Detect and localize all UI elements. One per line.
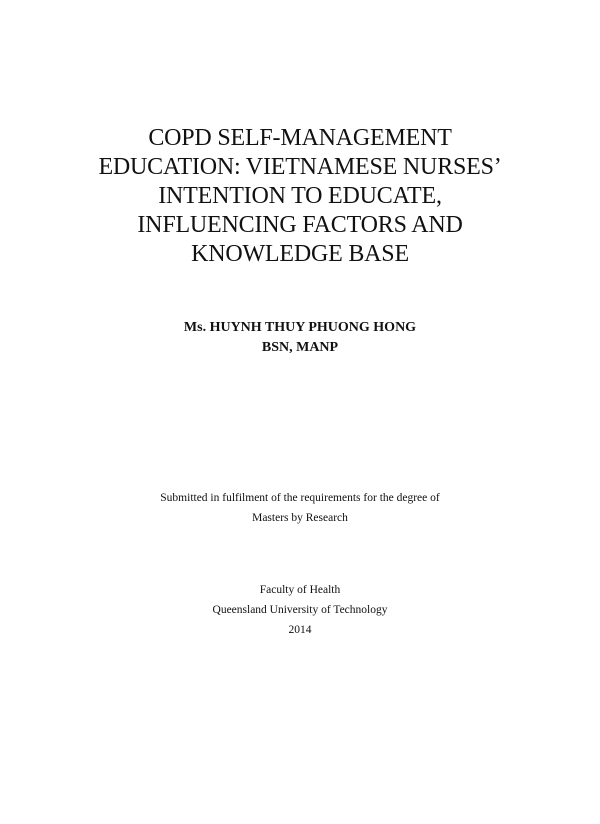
title-line-5: KNOWLEDGE BASE [191, 241, 409, 267]
submission-statement: Submitted in fulfilment of the requirements for the degree of [160, 492, 440, 504]
institution-block [40, 580, 560, 640]
thesis-title [40, 124, 560, 269]
author-name: Ms. HUYNH THUY PHUONG HONG [183, 320, 417, 335]
degree-name: Masters by Research [252, 512, 348, 524]
title-line-2: EDUCATION: VIETNAMESE NURSES’ [98, 154, 502, 180]
title-line-1: COPD SELF-MANAGEMENT [148, 125, 452, 151]
faculty-name: Faculty of Health [259, 584, 341, 596]
title-line-4: INFLUENCING FACTORS AND [137, 212, 463, 238]
title-line-3: INTENTION TO EDUCATE, [158, 183, 442, 209]
university-name: Queensland University of Technology [212, 604, 388, 616]
submission-year: 2014 [288, 624, 312, 636]
author-block [40, 318, 560, 358]
author-credentials: BSN, MANP [261, 340, 339, 355]
submission-block [40, 488, 560, 528]
